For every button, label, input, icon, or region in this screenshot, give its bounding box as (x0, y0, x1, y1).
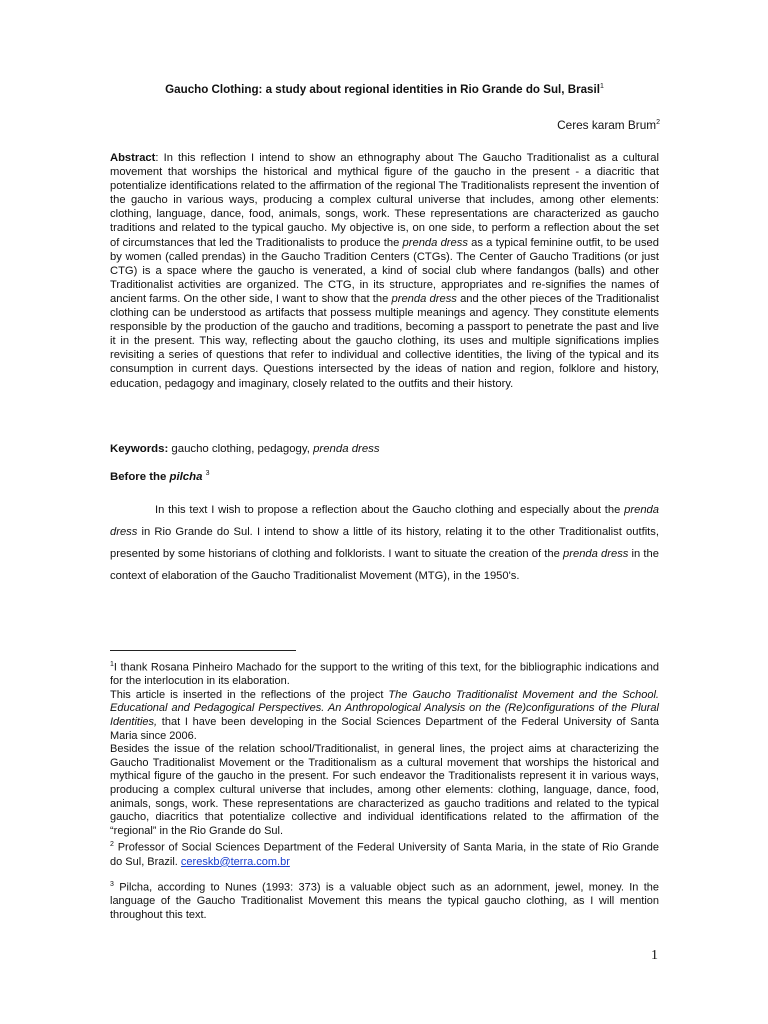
footnote-2 (110, 838, 659, 869)
author-footnote-ref[interactable]: 2 (656, 119, 660, 127)
abstract-text-3: and the other pieces of the Traditionalist clothing can be understood as artifacts that possess multiple meanings and agency. They constitute elements responsible by the production of the gaucho and traditions, becoming a passport to penetrate the past and live it in the present. This way, reflecting about the gaucho clothing, its uses and multiple significations implies revisiting a series of questions that refer to individual and collective identities, the living of the typical and its consumption in current days. Questions intersected by the ideas of nation and region, folklore and history, education, pedagogy and imaginary, closely related to the outfits and their history. (110, 292, 659, 390)
body-em-2: prenda dress (563, 548, 629, 560)
footnote-divider (110, 650, 296, 651)
footnote-1 (110, 658, 659, 689)
title-text: Gaucho Clothing: a study about regional identities in Rio Grande do Sul, Brasil (165, 83, 600, 96)
footnote-1-text: I thank Rosana Pinheiro Machado for the support to the writing of this text, for the bibliographic indications and for the interlocution in its elaboration. (110, 661, 659, 688)
footnote-1-number: 1 (110, 661, 114, 668)
abstract-paragraph (110, 151, 659, 391)
body-text-3: in the context of elaboration of the Gaucho Traditionalist Movement (MTG), in the 1950's. (110, 548, 659, 582)
footnote-3-number: 3 (110, 881, 114, 889)
paper-title (110, 83, 659, 96)
abstract-em-1: prenda dress (402, 236, 468, 249)
abstract-text-1: : In this reflection I intend to show an ethnography about The Gaucho Traditionalist as a cultural movement that worships the historical and mythical figure of the gaucho in the present - a diacritic that potentialize identifications related to the affirmation of the regional The Traditionalists represent the invention of the gaucho in various ways, producing a complex cultural universe that includes, among other elements: clothing, language, dance, food, animals, songs, work. These representations are characterized as gaucho traditions and related to the typical gaucho. My objective is, on one side, to perform a reflection about the set of circumstances that led the Traditionalists to produce the (110, 152, 659, 249)
section-heading-prefix: Before the (110, 470, 170, 483)
footnote-2-text: Professor of Social Sciences Department of the Federal University of Santa Maria, in the state of Rio Grande do Sul, Brazil. (110, 842, 659, 868)
abstract-em-2: prenda dress (391, 292, 457, 305)
title-footnote-ref[interactable]: 1 (599, 83, 604, 91)
keywords-text: gaucho clothing, pedagogy, (168, 443, 314, 455)
body-text-1: In this text I wish to propose a reflection about the Gaucho clothing and especially about the (155, 504, 625, 516)
footnote-3 (110, 878, 659, 922)
footnote-1-paragraph-3: Besides the issue of the relation school/Traditionalist, in general lines, the project aims at characterizing the Gaucho Traditionalist Movement or the Traditionalism as a cultural movement that worships the historical and mythical figure of the gaucho in the present. For such endeavor the Traditionalists represent it in various ways, producing a complex cultural universe that includes, among other elements: clothing, language, dance, food, animals, songs, work. These representations are characterized as gaucho traditions and related to the typical gaucho, diacritics that potentialize collective and individual identifications related to the affirmation of the “regional” in the Rio Grande do Sul. (110, 743, 659, 837)
body-paragraph (110, 499, 659, 587)
author-line (557, 118, 660, 132)
email-link[interactable]: cereskb@terra.com.br (180, 855, 290, 868)
section-footnote-ref[interactable]: 3 (205, 470, 210, 477)
keywords-em: prenda dress (313, 443, 380, 455)
footnote-1-p2-em: The Gaucho Traditionalist Movement and the School. Educational and Pedagogical Perspectives. An Anthropological Analysis on the (Re)configurations of the Plural Identities, (110, 688, 659, 729)
section-heading (110, 470, 210, 483)
body-em-1: prenda dress (110, 504, 659, 538)
abstract-label: Abstract (110, 152, 156, 164)
footnote-1-paragraph-2 (110, 689, 659, 743)
abstract-text-2: as a typical feminine outfit, to be used by women (called prendas) in the Gaucho Tradition Centers (CTGs). The Center of Gaucho Traditions (or just CTG) is a space where the gaucho is venerated, a kind of social club where fandangos (balls) and other Traditionalist activities are organized. The CTG, in its structure, appropriates and re-signifies the names of ancient farms. On the other side, I want to show that the (110, 236, 660, 305)
section-heading-em: pilcha (169, 470, 203, 483)
keywords-line (110, 443, 380, 455)
footnotes-block (110, 658, 659, 923)
footnote-3-text: Pilcha, according to Nunes (1993: 373) is a valuable object such as an adornment, jewel, money. In the language of the Gaucho Traditionalist Movement this means the typical gaucho clothing, as I will mention throughout this text. (110, 881, 659, 922)
author-name: Ceres karam Brum (557, 118, 657, 132)
page-number: 1 (651, 948, 658, 963)
keywords-label: Keywords: (110, 443, 169, 455)
footnote-1-p2-text-1: This article is inserted in the reflections of the project (110, 688, 389, 701)
footnote-2-number: 2 (110, 841, 114, 849)
body-text-2: in Rio Grande do Sul. I intend to show a little of its history, relating it to the other Traditionalist outfits, presented by some historians of clothing and folklorists. I want to situate the creation of the (110, 526, 659, 560)
footnote-1-p2-text-2: that I have been developing in the Social Sciences Department of the Federal University of Santa Maria since 2006. (110, 716, 659, 742)
